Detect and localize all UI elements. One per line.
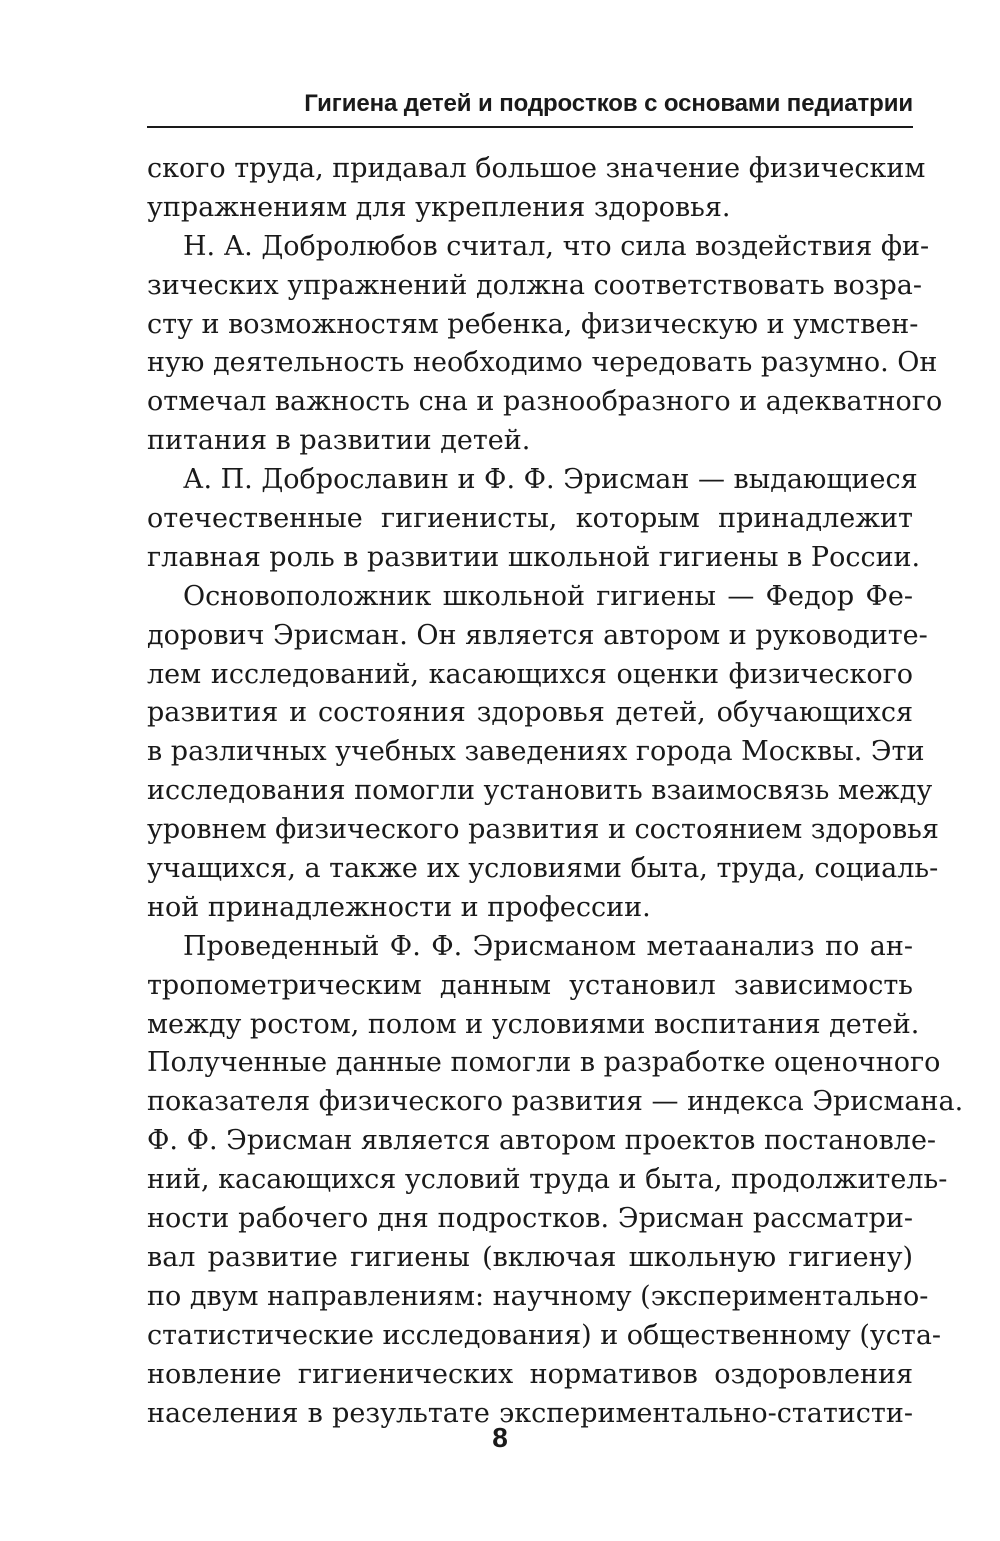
paragraph <box>147 578 939 928</box>
text-line: тропометрическим данным установил зависимость <box>147 969 913 1001</box>
text-line: упражнениям для укрепления здоровья. <box>147 191 731 223</box>
text-line: учащихся, а также их условиями быта, труда, социаль- <box>147 853 939 885</box>
text-line: сту и возможностям ребенка, физическую и умствен- <box>147 308 919 340</box>
text-line: Проведенный Ф. Ф. Эрисманом метаанализ по ан- <box>183 930 913 962</box>
text-line: ную деятельность необходимо чередовать разумно. Он <box>147 347 938 379</box>
text-line: Н. А. Добролюбов считал, что сила воздействия фи- <box>183 230 930 262</box>
text-line: Основоположник школьной гигиены — Федор Фе- <box>183 580 913 612</box>
paragraph <box>147 928 964 1434</box>
text-line: уровнем физического развития и состоянием здоровья <box>147 814 939 846</box>
text-line: показателя физического развития — индекса Эрисмана. <box>147 1086 964 1118</box>
text-line: лем исследований, касающихся оценки физического <box>147 658 913 690</box>
text-line: Полученные данные помогли в разработке оценочного <box>147 1047 941 1079</box>
text-line: А. П. Доброславин и Ф. Ф. Эрисман — выдающиеся <box>183 464 918 496</box>
paragraph <box>147 228 943 461</box>
text-line: ной принадлежности и профессии. <box>147 891 651 923</box>
header-rule <box>147 126 913 128</box>
text-line: вал развитие гигиены (включая школьную гигиену) <box>147 1241 913 1273</box>
text-line: по двум направлениям: научному (экспериментально- <box>147 1280 929 1312</box>
paragraph <box>147 150 926 228</box>
text-line: ского труда, придавал большое значение физическим <box>147 153 926 184</box>
text-line: отмечал важность сна и разнообразного и адекватного <box>147 386 943 418</box>
text-line: дорович Эрисман. Он является автором и руководите- <box>147 619 928 651</box>
body-text <box>147 150 964 1433</box>
running-head-title: Гигиена детей и подростков с основами педиатрии <box>304 90 913 117</box>
text-line: развития и состояния здоровья детей, обучающихся <box>147 697 913 729</box>
text-line: ности рабочего дня подростков. Эрисман рассматри- <box>147 1203 913 1235</box>
text-line: статистические исследования) и общественному (уста- <box>147 1319 942 1351</box>
text-line: отечественные гигиенисты, которым принадлежит <box>147 503 913 535</box>
text-line: между ростом, полом и условиями воспитания детей. <box>147 1008 920 1040</box>
text-line: главная роль в развитии школьной гигиены в России. <box>147 541 921 573</box>
text-line: населения в результате экспериментально-статисти- <box>147 1397 913 1429</box>
text-line: новление гигиенических нормативов оздоровления <box>147 1358 913 1390</box>
text-line: зических упражнений должна соответствовать возра- <box>147 269 922 301</box>
text-line: ний, касающихся условий труда и быта, продолжитель- <box>147 1164 948 1196</box>
paragraph <box>147 461 921 578</box>
page-number: 8 <box>492 1422 508 1453</box>
text-line: исследования помогли установить взаимосвязь между <box>147 775 933 807</box>
text-line: Ф. Ф. Эрисман является автором проектов постановле- <box>147 1125 937 1157</box>
text-line: в различных учебных заведениях города Москвы. Эти <box>147 736 925 768</box>
text-line: питания в развитии детей. <box>147 425 531 457</box>
